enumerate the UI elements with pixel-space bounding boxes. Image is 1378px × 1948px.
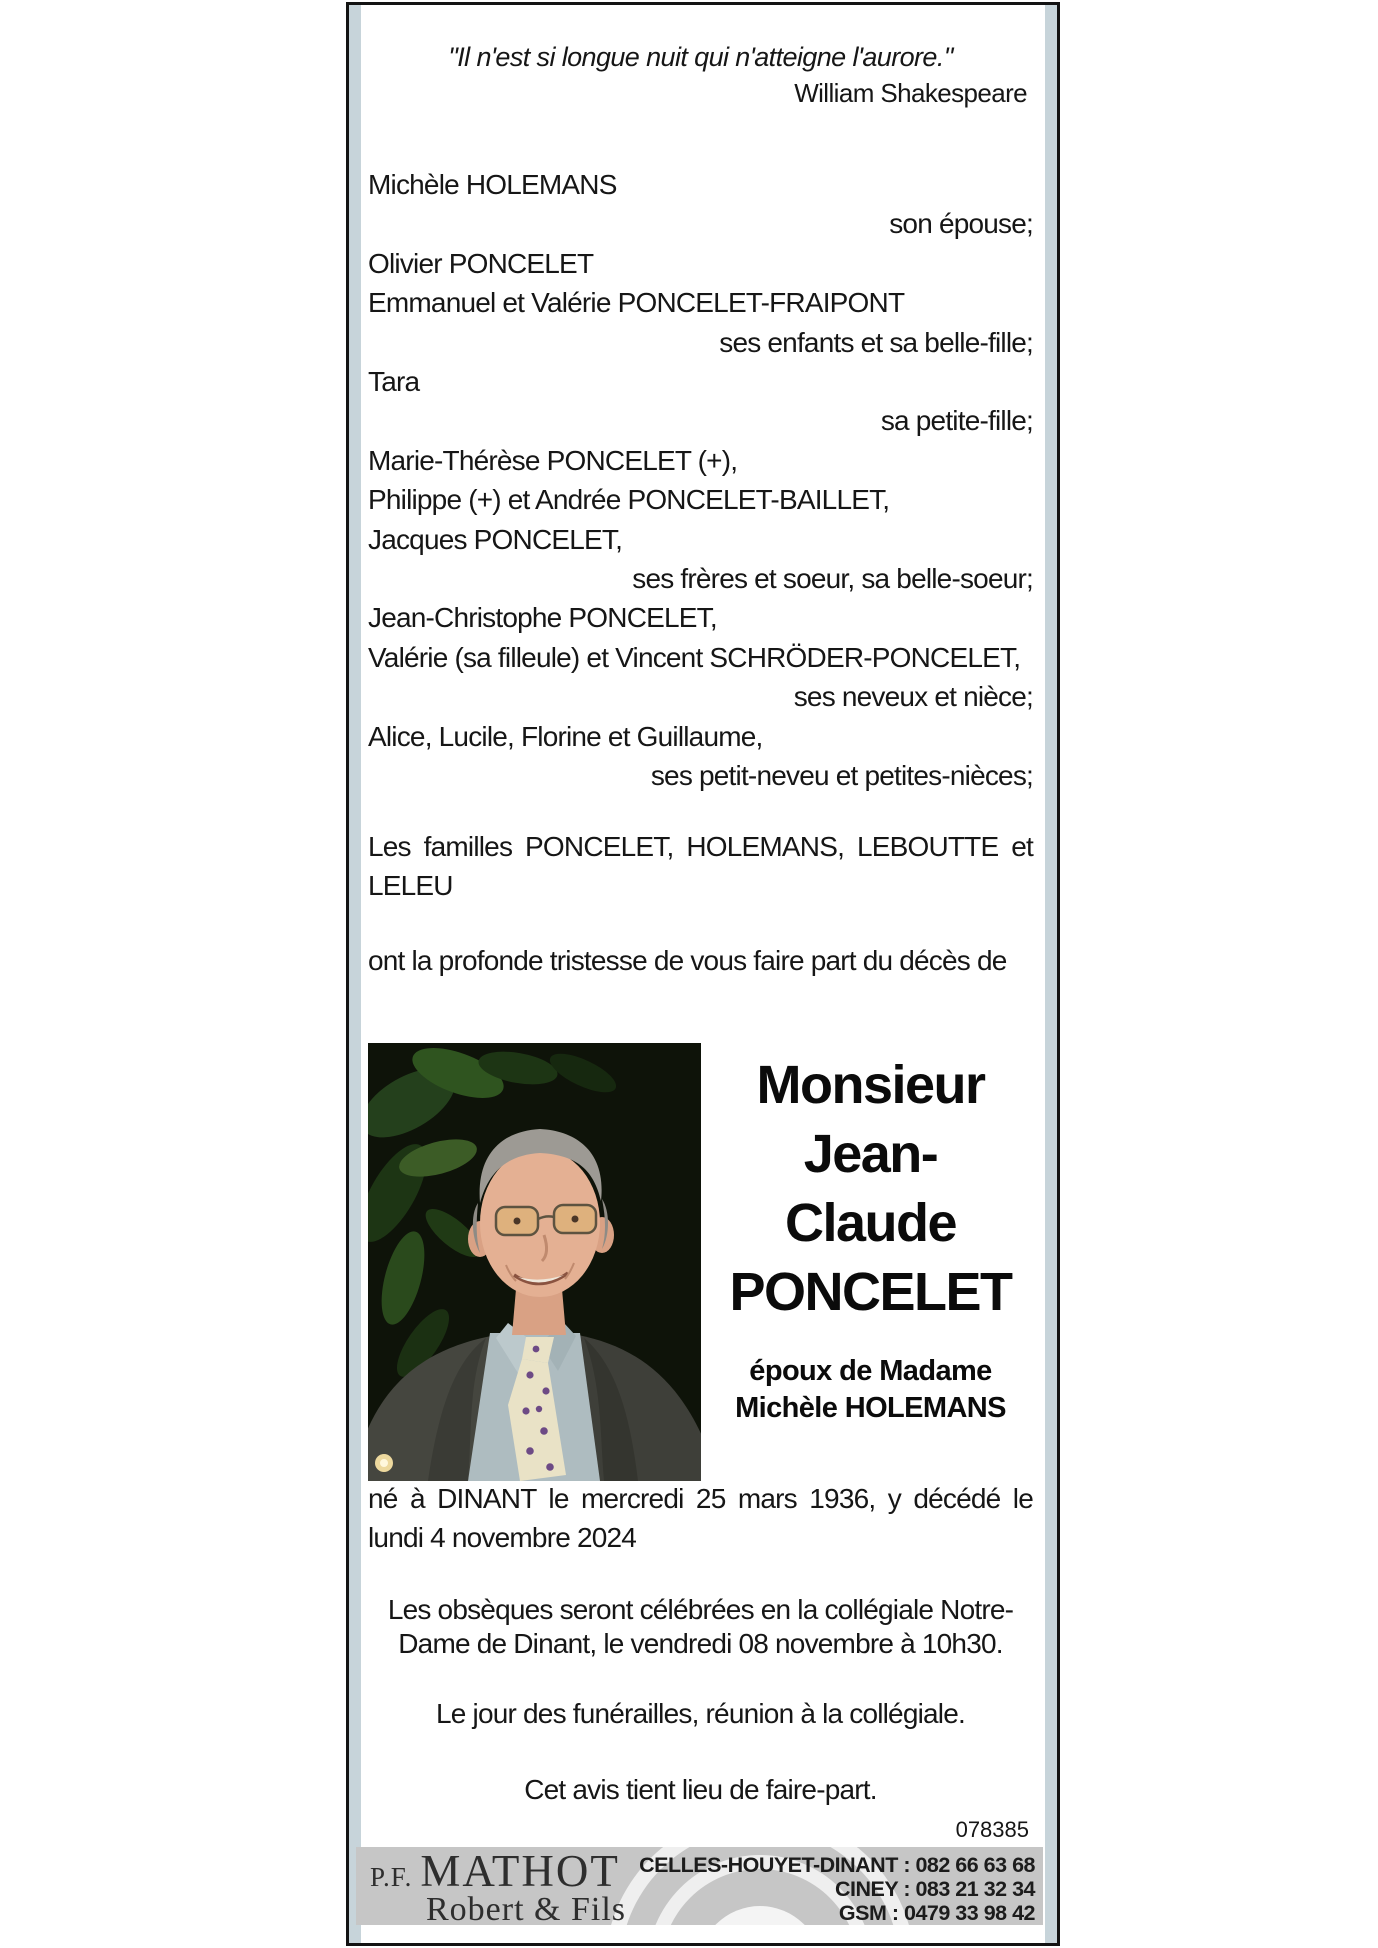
relation-line: ses frères et soeur, sa belle-soeur; (632, 563, 1033, 595)
family-name-line: Jean-Christophe PONCELET, (368, 602, 717, 634)
quote-block (368, 39, 1033, 111)
funeral-home-banner (356, 1847, 1043, 1925)
family-name-line: Alice, Lucile, Florine et Guillaume, (368, 720, 763, 752)
funeral-home-name: MATHOT (420, 1847, 620, 1896)
relation-line: ses neveux et nièce; (793, 681, 1033, 713)
family-name-line: Olivier PONCELET (368, 247, 594, 279)
quote-text: "Il n'est si longue nuit qui n'atteigne l'aurore." (448, 42, 953, 72)
family-name-line: Emmanuel et Valérie PONCELET-FRAIPONT (368, 287, 905, 319)
birth-death-paragraph: né à DINANT le mercredi 25 mars 1936, y décédé le lundi 4 novembre 2024 (368, 1483, 1033, 1553)
obituary-card (346, 2, 1060, 1946)
ceremony-paragraph: Les obsèques seront célébrées en la collégiale Notre-Dame de Dinant, le vendredi 08 novembre à 10h30. (387, 1594, 1014, 1659)
relation-line: son épouse; (889, 208, 1033, 240)
meeting-paragraph: Le jour des funérailles, réunion à la collégiale. (436, 1698, 965, 1729)
funeral-home-pf: P.F. (370, 1862, 413, 1892)
families-paragraph: Les familles PONCELET, HOLEMANS, LEBOUTTE et LELEU (368, 831, 1033, 901)
funeral-home-name-block (370, 1847, 627, 1925)
deceased-section (368, 1035, 1033, 1475)
relation-line: ses petit-neveu et petites-nièces; (650, 760, 1033, 792)
funeral-home-subtitle: Robert & Fils (426, 1891, 627, 1925)
family-name-line: Valérie (sa filleule) et Vincent SCHRÖDER-PONCELET, (368, 641, 1021, 673)
announcement-paragraph: ont la profonde tristesse de vous faire part du décès de (368, 945, 1007, 976)
frame-strip-right (1045, 5, 1057, 1943)
deceased-lastname: PONCELET (729, 1262, 1012, 1322)
funeral-home-contacts (639, 1853, 1035, 1925)
relation-line: ses enfants et sa belle-fille; (719, 326, 1033, 358)
card-content (368, 5, 1033, 1943)
portrait-photo (368, 1043, 701, 1481)
spouse-prefix: époux de Madame (749, 1355, 992, 1387)
contact-line: GSM : 0479 33 98 42 (838, 1901, 1035, 1925)
quote-author: William Shakespeare (794, 78, 1027, 108)
contact-line: CELLES-HOUYET-DINANT : 082 66 63 68 (639, 1853, 1035, 1877)
family-name-line: Michèle HOLEMANS (368, 169, 617, 200)
spouse-block (708, 1353, 1033, 1427)
contact-line: CINEY : 083 21 32 34 (835, 1877, 1035, 1901)
deceased-title: Monsieur (756, 1055, 985, 1115)
family-name-line: Tara (368, 366, 420, 398)
relation-line: sa petite-fille; (880, 405, 1033, 437)
frame-strip-left (349, 5, 361, 1943)
notice-line: Cet avis tient lieu de faire-part. (524, 1774, 877, 1805)
family-name-line: Marie-Thérèse PONCELET (+), (368, 444, 738, 476)
deceased-firstname-2: Claude (784, 1193, 957, 1253)
family-name-line: Philippe (+) et Andrée PONCELET-BAILLET, (368, 484, 890, 516)
deceased-name-block (708, 1035, 1033, 1427)
deceased-firstname-1: Jean- (803, 1124, 938, 1184)
spouse-name: Michèle HOLEMANS (735, 1392, 1006, 1424)
family-name-line: Jacques PONCELET, (368, 523, 623, 555)
family-list (368, 165, 1033, 796)
reference-number: 078385 (955, 1817, 1029, 1842)
